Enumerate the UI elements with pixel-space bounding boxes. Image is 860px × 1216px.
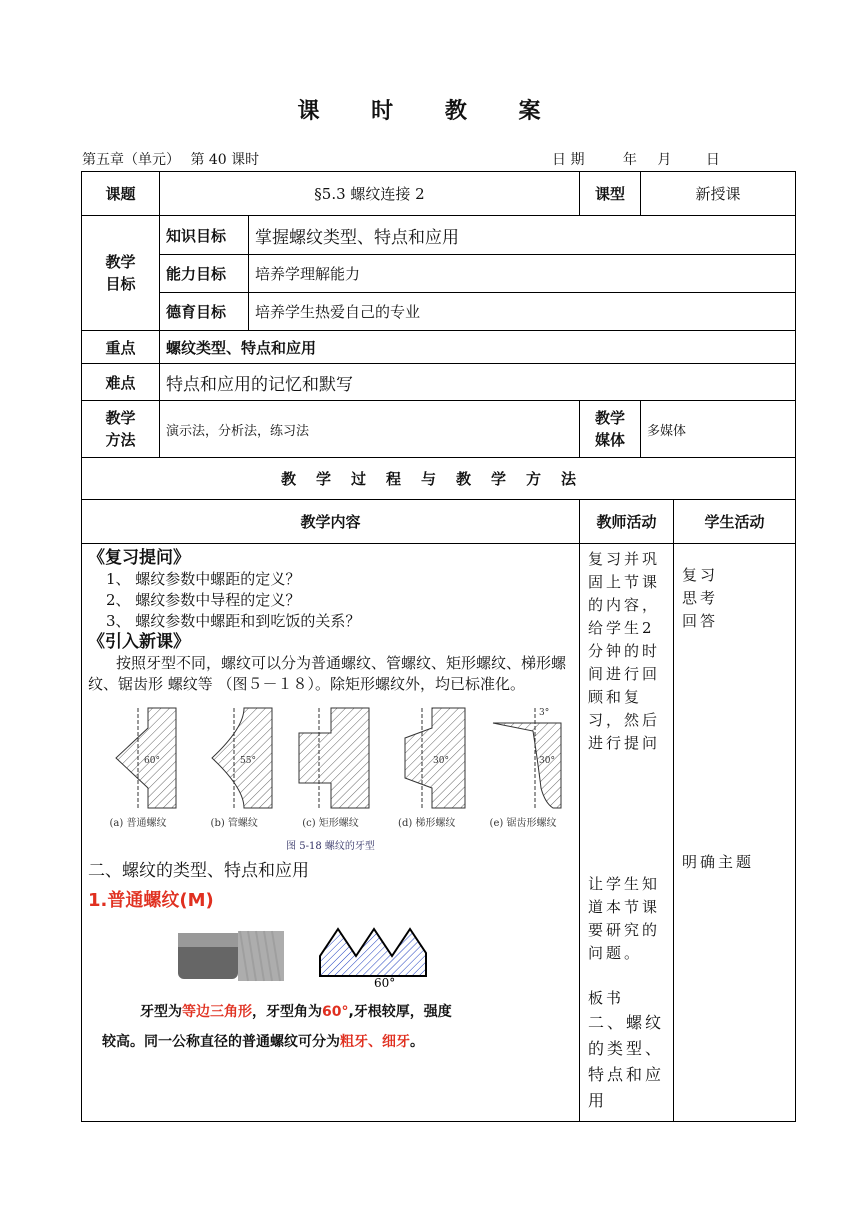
page-title: 课 时 教 案 — [297, 98, 563, 124]
media-value: 多媒体 — [641, 401, 796, 458]
figure-square-thread — [287, 703, 375, 834]
topic-value: §5.3 螺纹连接 2 — [160, 172, 580, 216]
student-activity-2: 思考 — [682, 589, 719, 607]
desc2b: 粗牙、细牙 — [340, 1034, 410, 1050]
date-info — [552, 149, 734, 169]
desc1b: 等边三角形 — [182, 1004, 252, 1020]
difficulty-value: 特点和应用的记忆和默写 — [160, 364, 796, 401]
col-student-header: 学生活动 — [674, 500, 796, 544]
review-title: 《复习提问》 — [88, 548, 190, 568]
figure-trapezoid-thread — [383, 703, 471, 834]
thread-profile-figures — [88, 695, 573, 834]
desc2c: 。 — [410, 1034, 424, 1050]
figure-c-label: (c) 矩形螺纹 — [302, 818, 359, 829]
day-label: 日 — [705, 152, 720, 168]
angle-label-b: 55° — [240, 756, 257, 766]
figure-d-label: (d) 梯形螺纹 — [398, 818, 456, 829]
col-content-header: 教学内容 — [82, 500, 580, 544]
year-label: 年 — [622, 152, 637, 168]
angle-label-e2: 3° — [539, 708, 550, 718]
teacher-activity-3: 板书 — [588, 989, 625, 1007]
student-activity-1: 复习 — [682, 566, 719, 584]
knowledge-label: 知识目标 — [160, 216, 249, 255]
type-value: 新授课 — [641, 172, 796, 216]
section-title: 二、螺纹的类型、特点和应用 — [88, 861, 309, 881]
moral-label: 德育目标 — [160, 293, 249, 331]
student-activity-4: 明确主题 — [682, 853, 755, 871]
difficulty-label: 难点 — [82, 364, 160, 401]
thread-profile-diagram — [318, 921, 428, 991]
date-label: 日 期 — [552, 152, 585, 168]
lesson-number: 第 40 课时 — [190, 152, 260, 168]
desc1c: ，牙型角为 — [252, 1004, 322, 1020]
angle-label-e: 30° — [539, 756, 555, 766]
angle-label-a: 60° — [144, 756, 160, 766]
goals-label-text: 教学目标 — [105, 253, 136, 293]
chapter-info — [82, 149, 259, 169]
figure-buttress-thread — [479, 703, 567, 834]
figure-e-label: (e) 锯齿形螺纹 — [489, 818, 557, 829]
desc1e: ,牙根较厚，强度 — [348, 1004, 452, 1020]
method-label — [82, 401, 160, 458]
diagram-angle: 60° — [374, 976, 396, 990]
desc2a: 较高。同一公称直径的普通螺纹可分为 — [102, 1034, 340, 1050]
intro-text: 按照牙型不同，螺纹可以分为普通螺纹、管螺纹、矩形螺纹、梯形螺纹、锯齿形 螺纹等 （图５－１８）。除矩形螺纹外，均已标准化。 — [88, 654, 567, 693]
method-value: 演示法，分析法，练习法 — [160, 401, 580, 458]
key-label: 重点 — [82, 331, 160, 364]
knowledge-value: 掌握螺纹类型、特点和应用 — [249, 216, 796, 255]
figure-b-label: (b) 管螺纹 — [210, 818, 258, 829]
ability-value: 培养学理解能力 — [249, 255, 796, 293]
topic-label: 课题 — [82, 172, 160, 216]
question-1: 1、 螺纹参数中螺距的定义？ — [106, 570, 301, 588]
ability-label: 能力目标 — [160, 255, 249, 293]
student-activity-cell — [674, 544, 796, 1122]
teacher-activity-1: 复习并巩固上节课的内容，给学生2分钟的时间进行回顾和复习，然后进行提问 — [588, 550, 661, 752]
type-label: 课型 — [580, 172, 641, 216]
media-label-text: 教学媒体 — [595, 409, 626, 449]
teacher-activity-4: 二、螺纹的类型、特点和应用 — [588, 1013, 665, 1110]
metric-thread-illustration — [88, 911, 573, 991]
lesson-plan-table — [81, 171, 796, 1122]
moral-value: 培养学生热爱自己的专业 — [249, 293, 796, 331]
teacher-activity-2: 让学生知道本节课要研究的问题。 — [588, 875, 661, 962]
process-heading: 教学过程与教学方法 — [82, 458, 796, 500]
angle-label-d: 30° — [432, 756, 449, 766]
goals-label — [82, 216, 160, 331]
figure-caption: 图 5-18 螺纹的牙型 — [286, 841, 375, 852]
question-3: 3、 螺纹参数中螺距和到吃饭的关系？ — [106, 612, 361, 630]
bolt-image — [178, 921, 288, 991]
content-cell — [82, 544, 580, 1122]
method-label-text: 教学方法 — [105, 409, 136, 449]
teacher-activity-cell — [580, 544, 674, 1122]
figure-metric-thread — [94, 703, 182, 834]
metric-thread-title: 1.普通螺纹(M) — [88, 890, 214, 911]
student-activity-3: 回答 — [682, 612, 719, 630]
month-label: 月 — [657, 152, 672, 168]
key-value: 螺纹类型、特点和应用 — [160, 331, 796, 364]
figure-a-label: (a) 普通螺纹 — [109, 818, 167, 829]
metric-thread-desc-2 — [88, 1027, 573, 1057]
question-2: 2、 螺纹参数中导程的定义？ — [106, 591, 301, 609]
metric-thread-desc-1 — [88, 997, 573, 1027]
chapter: 第五章（单元） — [82, 152, 180, 168]
media-label — [580, 401, 641, 458]
col-teacher-header: 教师活动 — [580, 500, 674, 544]
figure-pipe-thread — [190, 703, 278, 834]
desc1a: 牙型为 — [140, 1004, 182, 1020]
intro-title: 《引入新课》 — [88, 632, 190, 652]
desc1d: 60° — [322, 1004, 349, 1020]
